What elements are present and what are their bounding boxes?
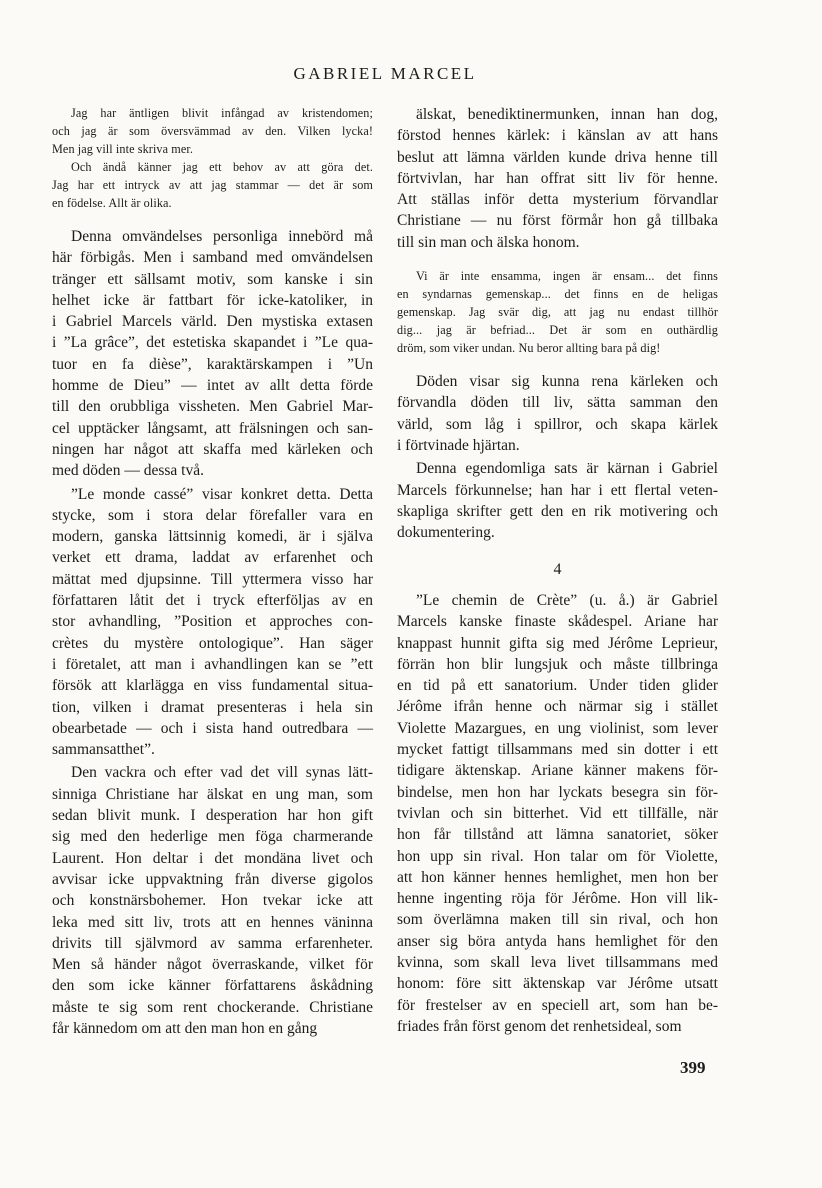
right-column-bottom xyxy=(397,590,718,1037)
text-line: som överlämna maken till sin rival, och hon xyxy=(397,911,718,929)
text-line: älskat, benediktinermunken, innan han dog, xyxy=(416,106,718,123)
text-line: obearbetade — och i sista hand outredbara — xyxy=(52,719,373,737)
text-line: till den orubbliga vissheten. Men Gabriel Mar- xyxy=(52,398,373,416)
text-line: henne ingenting röja för Jérôme. Hon vill lik- xyxy=(397,890,718,908)
text-line: ”Le monde cassé” visar konkret detta. Detta xyxy=(71,485,373,503)
text-line: mycket fattigt tillsammans med sin dotter i ett xyxy=(397,741,718,759)
body-paragraph xyxy=(397,590,718,1037)
text-line: stor avhandling, ”Position et approches con- xyxy=(52,613,373,631)
text-line: knappast hunnit gifta sig med Jérôme Leprieur, xyxy=(397,634,718,652)
text-line: Men så händer något överraskande, vilket för xyxy=(52,956,373,974)
text-line: Jag har ett intryck av att jag stammar — det är som xyxy=(52,178,373,192)
text-line: Christiane — nu först förmår hon gå tillbaka xyxy=(397,212,718,230)
text-line: Marcels förkunnelse; han har i ett flertal veten- xyxy=(397,481,718,499)
text-line: försök att klarlägga en viss fundamental situa- xyxy=(52,677,373,695)
text-line: Vi är inte ensamma, ingen är ensam... det finns xyxy=(416,269,718,284)
text-line: skapliga skrifter gett den en rik motivering och xyxy=(397,502,718,520)
text-line: cel upptäcker långsamt, att frälsningen och san- xyxy=(52,419,373,437)
text-line: den som icke känner författarens åskådning xyxy=(52,977,373,995)
text-line: till sin man och älska honom. xyxy=(397,233,580,251)
text-line: att hon känner hennes hemlighet, men hon ber xyxy=(397,868,718,886)
text-line: Och ändå känner jag ett behov av att göra det. xyxy=(71,160,373,174)
text-line: förtvivlan, har han offrat sitt liv för henne. xyxy=(397,169,718,187)
text-line: Att ställas inför detta mysterium förvandlar xyxy=(397,191,718,209)
text-line: Marcels kanske finaste skådespel. Ariane har xyxy=(397,613,718,631)
text-line: hon upp sin rival. Hon talar om för Violette, xyxy=(397,847,718,865)
text-line: förstod hennes kärlek: i känslan av att hans xyxy=(397,127,718,145)
text-line: Laurent. Hon deltar i det mondäna livet och xyxy=(52,849,373,867)
text-line: bindelse, men hon har lyckats besegra sin för- xyxy=(397,783,718,801)
quotation-paragraph xyxy=(52,104,373,158)
text-line: anser sig böra antyda hans hemlighet för den xyxy=(397,932,718,950)
body-paragraph xyxy=(397,104,718,253)
text-line: sammansatthet”. xyxy=(52,741,155,759)
text-line: crètes du mystère ontologique”. Han säger xyxy=(52,634,373,652)
body-paragraph xyxy=(397,458,718,543)
text-line: avvisar icke uppvaktning från diverse gigolos xyxy=(52,870,373,888)
text-line: Men jag vill inte skriva mer. xyxy=(52,142,193,156)
text-line: modern, ganska lättsinnig komedi, är i själva xyxy=(52,528,373,546)
text-line: Döden visar sig kunna rena kärleken och xyxy=(416,373,718,391)
text-line: Violette Mazargues, en ung violinist, som lever xyxy=(397,719,718,737)
text-line: hon får tillstånd att lämna sanatoriet, söker xyxy=(397,826,718,844)
text-line: Den vackra och efter vad det vill synas lätt- xyxy=(71,764,373,782)
text-line: sig med den hederlige men föga charmerande xyxy=(52,828,373,846)
text-line: måste te sig som rent chockerande. Christiane xyxy=(52,998,373,1016)
text-line: sedan blivit munk. I desperation har hon gift xyxy=(52,807,373,825)
right-column-top xyxy=(397,104,718,543)
quotation-paragraph xyxy=(397,267,718,357)
text-line: dokumentering. xyxy=(397,524,495,542)
text-line: och konstnärsbohemer. Hon tvekar icke att xyxy=(52,892,373,910)
text-line: gemenskap. Jag svär dig, att jag nu endast tillhör xyxy=(397,305,718,320)
text-line: helhet icke är fattbart för icke-katoliker, in xyxy=(52,291,373,309)
text-line: värld, som låg i spillror, och skapa kärlek xyxy=(397,415,718,433)
text-line: Jérôme ifrån henne och närmar sig i stället xyxy=(397,698,718,716)
text-line: och jag är som översvämmad av den. Vilken lycka! xyxy=(52,124,373,138)
text-line: tvivlan och sin bitterhet. Vid ett tillfälle, när xyxy=(397,804,718,822)
section-number: 4 xyxy=(553,561,562,578)
text-line: förvandla döden till liv, sätta samman den xyxy=(397,394,718,412)
text-line: en födelse. Allt är olika. xyxy=(52,196,172,210)
text-line: verket ett drama, laddat av erfarenhet och xyxy=(52,549,373,567)
page-number: 399 xyxy=(680,1058,706,1077)
text-line: i företalet, att man i avhandlingen kan se ”ett xyxy=(52,655,373,673)
quotation-paragraph xyxy=(52,158,373,212)
body-paragraph xyxy=(397,371,718,456)
text-line: sinniga Christiane har älskat en ung man, som xyxy=(52,785,373,803)
text-line: homme de Dieu” — intet av allt detta förde xyxy=(52,377,373,395)
text-line: får kännedom om att den man hon en gång xyxy=(52,1019,318,1037)
text-line: honom: före sitt äktenskap var Jérôme utsatt xyxy=(397,975,718,993)
text-line: Jag har äntligen blivit infångad av kristendomen; xyxy=(71,106,373,120)
text-line: mättat med djupsinne. Till yttermera visso har xyxy=(52,570,373,588)
text-line: tuor en fa dièse”, karaktärskampen i ”Un xyxy=(52,355,373,373)
text-line: med döden — dessa två. xyxy=(52,462,204,480)
body-paragraph xyxy=(52,484,373,761)
text-line: här förbigås. Men i samband med omvändelsen xyxy=(52,249,373,267)
running-head: GABRIEL MARCEL xyxy=(293,64,477,83)
text-line: tion, vilken i dramat presenteras i hela sin xyxy=(52,698,373,716)
text-line: författaren låtit det i tryck efterföljas av en xyxy=(52,592,373,610)
text-line: i Gabriel Marcels värld. Den mystiska extasen xyxy=(52,313,373,331)
text-line: friades från först genom det renhetsideal, som xyxy=(397,1017,682,1035)
text-line: en tid på ett sanatorium. Under tiden glider xyxy=(397,677,718,695)
text-line: i förtvinade hjärtan. xyxy=(397,436,520,454)
text-line: beslut att lämna världen kunde driva henne till xyxy=(397,148,718,166)
text-line: drivits till självmord av samma erfarenheter. xyxy=(52,934,373,952)
text-line: Denna omvändelses personliga innebörd må xyxy=(71,228,373,245)
text-line: Denna egendomliga sats är kärnan i Gabriel xyxy=(416,460,718,478)
body-paragraph xyxy=(52,762,373,1039)
text-line: dig... jag är befriad... Det är som en outhärdlig xyxy=(397,323,718,338)
left-column xyxy=(52,104,373,1039)
text-line: stycke, som i stora delar förefaller vara en xyxy=(52,506,373,524)
text-line: i ”La grâce”, det estetiska skapandet i ”Le qua- xyxy=(52,334,373,352)
text-line: ”Le chemin de Crète” (u. å.) är Gabriel xyxy=(416,592,718,609)
text-line: förrän hon blir lungsjuk och måste tillbringa xyxy=(397,655,718,673)
text-line: en syndarnas gemenskap... det finns en de heligas xyxy=(397,287,718,302)
text-line: leka med sitt liv, trots att en hennes väninna xyxy=(52,913,373,931)
text-line: dröm, som viker undan. Nu beror allting bara på dig! xyxy=(397,341,661,356)
text-line: för frestelser av en speciell art, som han be- xyxy=(397,996,718,1014)
text-line: ningen har något att skaffa med kärleken och xyxy=(52,440,373,458)
text-line: tränger ett sällsamt motiv, som kanske i sin xyxy=(52,270,373,288)
body-paragraph xyxy=(52,226,373,482)
text-line: tidigare äktenskap. Ariane känner makens för- xyxy=(397,762,718,780)
text-line: kvinna, som skall leva livet tillsammans med xyxy=(397,954,718,972)
